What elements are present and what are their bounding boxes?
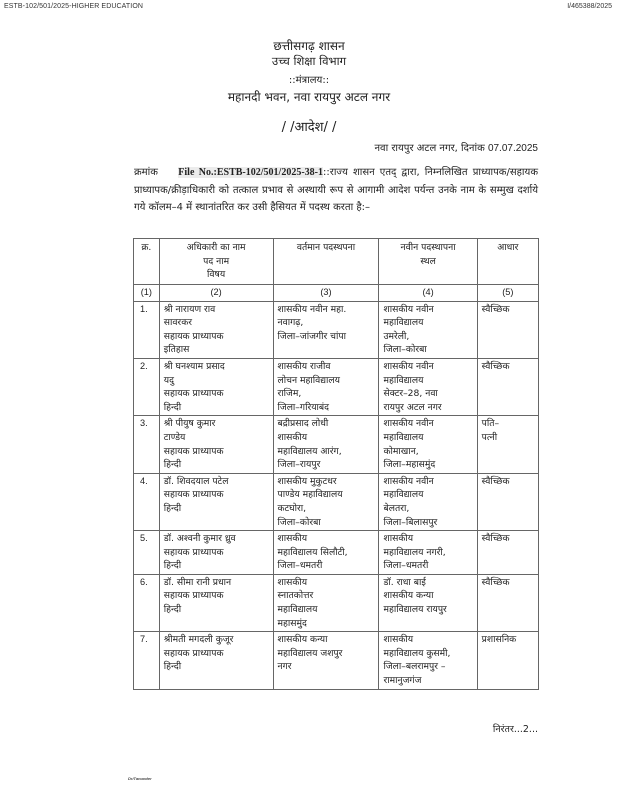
row-new-posting-line: डॉ. राधा बाई (383, 576, 426, 588)
row-officer (159, 574, 273, 631)
header-officer (159, 239, 273, 285)
row-new-posting (379, 531, 477, 575)
row-current-posting-line: महाविद्यालय (277, 604, 318, 616)
row-officer-line: सहायक प्राध्यापक (163, 546, 224, 558)
row-new-posting-line: जिला–कोरबा (383, 344, 427, 356)
row-basis-line: स्वैच्छिक (481, 360, 510, 372)
paragraph-prefix: क्रमांक (134, 167, 158, 178)
column-number-row (134, 285, 539, 302)
row-new-posting (379, 358, 477, 415)
row-current-posting (273, 473, 379, 530)
row-current-posting-line: महाविद्यालय आरंग, (277, 445, 342, 457)
row-new-posting-line: महाविद्यालय रायपुर (383, 604, 447, 616)
row-basis (477, 531, 538, 575)
letterhead-ministry: ::मंत्रालय:: (288, 75, 330, 86)
col-number: (5) (477, 285, 538, 302)
row-basis-line: स्वैच्छिक (481, 475, 510, 487)
col-number: (2) (159, 285, 273, 302)
header-current-posting: वर्तमान पदस्थपना (273, 239, 379, 285)
table-row (134, 574, 539, 631)
header-officer-subject: विषय (207, 269, 226, 281)
row-new-posting-line: महाविद्यालय नगरी, (383, 546, 446, 558)
header-new-posting (379, 239, 477, 285)
row-new-posting-line: जिला–महासमुंद (383, 459, 436, 471)
header-new-posting-l1: नवीन पदस्थापना (400, 242, 456, 253)
row-basis-line: प्रशासनिक (481, 634, 517, 646)
row-current-posting-line: शासकीय नवीन महा. (277, 303, 347, 315)
order-paragraph (134, 164, 538, 217)
row-current-posting-line: शासकीय मुकुटधर (277, 475, 337, 487)
row-officer-line: हिन्दी (163, 661, 182, 673)
header-sn: क्र. (134, 239, 160, 285)
row-current-posting (273, 574, 379, 631)
row-current-posting-line: राजिम, (277, 388, 302, 400)
row-officer (159, 473, 273, 530)
table-row (134, 531, 539, 575)
row-current-posting-line: जिला–धमतरी (277, 560, 323, 572)
row-officer-line: डॉ. शिवदयाल पटेल (163, 475, 229, 487)
row-new-posting-line: शासकीय नवीन (383, 360, 434, 372)
row-current-posting-line: जिला–रायपुर (277, 459, 321, 471)
col-number: (4) (379, 285, 477, 302)
row-current-posting (273, 632, 379, 689)
row-current-posting (273, 416, 379, 473)
row-current-posting-line: महाविद्यालय जशपुर (277, 647, 343, 659)
row-officer (159, 358, 273, 415)
row-officer-line: डॉ. अश्वनी कुमार ध्रुव (163, 533, 236, 545)
row-officer (159, 301, 273, 358)
row-new-posting (379, 301, 477, 358)
row-officer-line: श्री नारायण राव (163, 303, 216, 315)
row-new-posting-line: सेक्टर–28, नवा (383, 388, 438, 400)
row-basis (477, 632, 538, 689)
col-number: (3) (273, 285, 379, 302)
row-officer (159, 531, 273, 575)
row-basis (477, 358, 538, 415)
row-current-posting-line: लोचन महाविद्यालय (277, 374, 340, 386)
row-officer-line: सावरकर (163, 317, 193, 329)
table-row (134, 358, 539, 415)
row-basis (477, 301, 538, 358)
row-officer-line: श्री घनश्याम प्रसाद (163, 360, 225, 372)
row-new-posting (379, 473, 477, 530)
row-officer-line: इतिहास (163, 344, 190, 356)
row-basis-line: स्वैच्छिक (481, 533, 510, 545)
row-officer-line: डॉ. सीमा रानी प्रधान (163, 576, 232, 588)
letterhead-government: छत्तीसगढ़ शासन (273, 39, 345, 53)
row-new-posting-line: महाविद्यालय (383, 431, 424, 443)
row-current-posting-line: नगर (277, 661, 292, 673)
row-current-posting-line: शासकीय (277, 533, 308, 545)
row-new-posting-line: महाविद्यालय (383, 374, 424, 386)
row-officer-line: यदु (163, 374, 174, 386)
row-officer (159, 416, 273, 473)
row-new-posting-line: महाविद्यालय कुसमी, (383, 647, 451, 659)
row-new-posting (379, 632, 477, 689)
row-current-posting-line: महासमुंद (277, 617, 307, 629)
row-new-posting (379, 416, 477, 473)
row-current-posting-line: जिला–कोरबा (277, 516, 321, 528)
row-current-posting-line: महाविद्यालय सिलौटी, (277, 546, 348, 558)
row-new-posting-line: महाविद्यालय (383, 489, 424, 501)
header-basis: आधार (477, 239, 538, 285)
row-officer-line: सहायक प्राध्यापक (163, 647, 224, 659)
row-basis-line: स्वैच्छिक (481, 576, 510, 588)
row-officer-line: सहायक प्राध्यापक (163, 330, 224, 342)
row-current-posting-line: जिला–जांजगीर चांपा (277, 330, 346, 342)
row-current-posting (273, 358, 379, 415)
row-officer-line: हिन्दी (163, 604, 182, 616)
col-number: (1) (134, 285, 160, 302)
row-officer-line: सहायक प्राध्यापक (163, 590, 224, 602)
file-reference: ESTB-102/501/2025-HIGHER EDUCATION (4, 3, 144, 10)
row-sn: 1. (134, 301, 160, 358)
order-title: / /आदेश/ / (281, 120, 337, 135)
row-officer-line: हिन्दी (163, 459, 182, 471)
row-new-posting-line: शासकीय (383, 634, 414, 646)
row-current-posting-line: पाण्डेय महाविद्यालय (277, 489, 343, 501)
row-officer-line: हिन्दी (163, 502, 182, 514)
row-new-posting-line: महाविद्यालय (383, 317, 424, 329)
dateline-date: 07.07.2025 (487, 143, 538, 154)
file-number: File No.:ESTB-102/501/2025-38-1 (178, 167, 323, 178)
row-officer-line: हिन्दी (163, 560, 182, 572)
row-current-posting-line: जिला–गरियाबंद (277, 401, 330, 413)
letterhead-address: महानदी भवन, नवा रायपुर अटल नगर (227, 90, 391, 104)
inward-number: I/465388/2025 (567, 3, 612, 10)
row-new-posting-line: जिला–बिलासपुर (383, 516, 438, 528)
row-basis (477, 574, 538, 631)
letterhead-department: उच्च शिक्षा विभाग (271, 54, 347, 68)
row-officer-line: श्रीमती मगदली कुजूर (163, 634, 234, 646)
row-current-posting-line: शासकीय कन्या (277, 634, 328, 646)
row-sn: 7. (134, 632, 160, 689)
row-officer-line: हिन्दी (163, 401, 182, 413)
row-sn: 2. (134, 358, 160, 415)
table-row (134, 632, 539, 689)
transfer-table (133, 238, 539, 690)
continued-note: निरंतर...2... (492, 724, 538, 735)
row-new-posting-line: शासकीय नवीन (383, 303, 434, 315)
row-basis-line: स्वैच्छिक (481, 303, 510, 315)
row-officer-line: सहायक प्राध्यापक (163, 445, 224, 457)
header-officer-post: पद नाम (203, 255, 230, 267)
row-current-posting-line: कटघोरा, (277, 502, 307, 514)
row-new-posting-line: उमरेली, (383, 330, 410, 342)
row-current-posting-line: शासकीय राजीव (277, 360, 331, 372)
row-current-posting-line: नवागढ़, (277, 317, 304, 329)
row-officer (159, 632, 273, 689)
table-header-row (134, 239, 539, 285)
row-sn: 4. (134, 473, 160, 530)
row-new-posting-line: कोमाखान, (383, 445, 419, 457)
row-basis-line: पति– (481, 418, 500, 430)
dateline-place: नवा रायपुर अटल नगर, दिनांक (374, 143, 485, 154)
row-new-posting-line: शासकीय (383, 533, 414, 545)
row-basis (477, 473, 538, 530)
row-current-posting (273, 531, 379, 575)
row-new-posting-line: रामानुजगंज (383, 675, 422, 687)
footer-initials: Dr/Tanunder (128, 776, 152, 781)
row-current-posting (273, 301, 379, 358)
row-basis (477, 416, 538, 473)
row-current-posting-line: शासकीय (277, 431, 308, 443)
row-basis-line: पत्नी (481, 431, 498, 443)
table-row (134, 473, 539, 530)
row-officer-line: श्री पीयुष कुमार (163, 418, 216, 430)
dateline (374, 140, 538, 154)
row-sn: 6. (134, 574, 160, 631)
row-new-posting-line: जिला–धमतरी (383, 560, 429, 572)
row-current-posting-line: शासकीय (277, 576, 308, 588)
row-new-posting-line: शासकीय नवीन (383, 418, 434, 430)
row-new-posting-line: बेलतरा, (383, 502, 410, 514)
header-new-posting-l2: स्थल (420, 255, 436, 267)
row-sn: 3. (134, 416, 160, 473)
row-new-posting-line: जिला–बलरामपुर – (383, 661, 446, 673)
paragraph-body: ::राज्य शासन एतद् द्वारा, निम्नलिखित प्राध्यापक/सहायक प्राध्यापक/क्रीड़ाधिकारी को तत्काल प्रभाव से अस्थायी रूप से आगामी आदेश पर्यन्त उनके नाम के सम्मुख दर्शाये गये कॉलम–4 में स्थानांतरित कर उसी हैसियत में पदस्थ करता है:– (134, 167, 538, 213)
row-officer-line: टाण्डेय (163, 431, 186, 443)
row-new-posting-line: शासकीय नवीन (383, 475, 434, 487)
row-new-posting-line: रायपुर अटल नगर (383, 401, 442, 413)
row-new-posting-line: शासकीय कन्या (383, 590, 434, 602)
row-current-posting-line: बद्रीप्रसाद लोधी (277, 418, 329, 430)
row-new-posting (379, 574, 477, 631)
row-officer-line: सहायक प्राध्यापक (163, 388, 224, 400)
row-officer-line: सहायक प्राध्यापक (163, 489, 224, 501)
row-sn: 5. (134, 531, 160, 575)
row-current-posting-line: स्नातकोत्तर (277, 590, 314, 602)
table-body (134, 301, 539, 689)
table-row (134, 416, 539, 473)
header-officer-name: अधिकारी का नाम (186, 242, 246, 253)
table-row (134, 301, 539, 358)
